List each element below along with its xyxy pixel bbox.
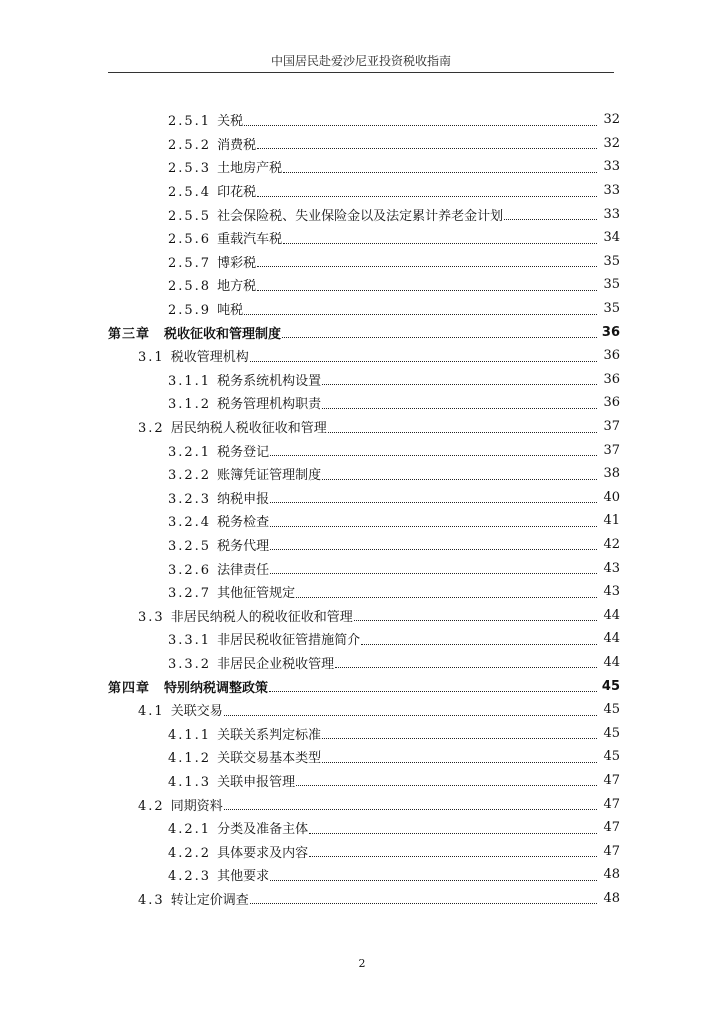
toc-entry-title: 社会保险税、失业保险金以及法定累计养老金计划	[217, 208, 504, 224]
toc-entry-page: 35	[603, 253, 620, 269]
toc-entry-label	[138, 606, 353, 625]
toc-entry-page: 45	[603, 725, 620, 741]
toc-entry-page: 41	[603, 513, 620, 529]
toc-entry-number: 2.5.2	[168, 137, 212, 153]
toc-entry-label	[168, 653, 334, 672]
toc-entry-title: 税务管理机构职责	[217, 397, 322, 413]
toc-entry-page: 36	[603, 395, 620, 411]
toc-entry-label	[108, 677, 268, 696]
toc-dot-leader	[257, 265, 597, 267]
toc-entry-title: 账簿凭证管理制度	[217, 468, 322, 484]
toc-dot-leader	[250, 360, 597, 362]
toc-dot-leader	[250, 902, 597, 904]
toc-entry-label	[168, 181, 256, 200]
toc-entry-page: 47	[603, 820, 620, 836]
toc-dot-leader	[328, 431, 597, 433]
toc-entry-number: 3.1	[138, 350, 165, 366]
toc-entry-page: 44	[603, 654, 620, 670]
toc-dot-leader	[322, 737, 597, 739]
toc-entry-number: 3.1.2	[168, 397, 212, 413]
toc-entry-title: 居民纳税人税收征收和管理	[170, 421, 327, 437]
toc-entry-title: 税务系统机构设置	[217, 373, 322, 389]
toc-entry[interactable]	[108, 462, 620, 486]
toc-entry-label	[168, 842, 308, 861]
toc-entry-title: 同期资料	[170, 798, 223, 814]
header-rule	[108, 72, 614, 73]
toc-entry[interactable]	[108, 839, 620, 863]
toc-dot-leader	[283, 242, 597, 244]
toc-entry-label	[168, 110, 243, 129]
toc-entry[interactable]	[108, 698, 620, 722]
toc-entry[interactable]	[108, 651, 620, 675]
table-of-contents	[108, 108, 620, 910]
toc-dot-leader	[270, 525, 597, 527]
toc-entry-page: 36	[603, 371, 620, 387]
toc-entry-label	[168, 299, 243, 318]
toc-entry[interactable]	[108, 132, 620, 156]
toc-entry-label	[168, 511, 269, 530]
toc-entry[interactable]	[108, 816, 620, 840]
toc-entry-title: 吨税	[217, 303, 244, 319]
toc-entry-page: 40	[603, 489, 620, 505]
toc-entry-number: 2.5.4	[168, 185, 212, 201]
toc-entry-label	[168, 724, 321, 743]
toc-entry-page: 47	[603, 843, 620, 859]
toc-entry-label	[168, 370, 321, 389]
toc-entry-page: 38	[603, 466, 620, 482]
toc-entry-label	[168, 818, 308, 837]
toc-dot-leader	[257, 289, 597, 291]
toc-entry-title: 分类及准备主体	[217, 822, 309, 838]
toc-entry[interactable]	[108, 108, 620, 132]
toc-entry-title: 关联申报管理	[217, 774, 296, 790]
toc-entry-title: 非居民税收征管措施简介	[217, 633, 361, 649]
toc-entry-page: 48	[603, 890, 620, 906]
toc-entry-number: 2.5.7	[168, 255, 212, 271]
toc-dot-leader	[309, 832, 597, 834]
toc-entry-number: 3.2.6	[168, 562, 212, 578]
toc-dot-leader	[270, 548, 597, 550]
toc-entry-page: 33	[603, 206, 620, 222]
toc-entry[interactable]	[108, 603, 620, 627]
toc-entry-title: 土地房产税	[217, 161, 283, 177]
toc-entry-number: 3.2	[138, 421, 165, 437]
toc-entry-page: 34	[603, 230, 620, 246]
toc-entry-title: 特别纳税调整政策	[164, 680, 269, 696]
toc-entry-title: 税务代理	[217, 538, 270, 554]
toc-entry[interactable]	[108, 580, 620, 604]
toc-entry-label	[168, 393, 321, 412]
toc-entry[interactable]	[108, 627, 620, 651]
toc-entry-label	[138, 417, 327, 436]
toc-entry-label	[138, 346, 249, 365]
toc-entry[interactable]	[108, 320, 620, 344]
toc-entry-title: 法律责任	[217, 562, 270, 578]
toc-entry-label	[168, 535, 269, 554]
toc-entry-number: 3.2.4	[168, 515, 212, 531]
toc-dot-leader	[224, 808, 597, 810]
toc-entry[interactable]	[108, 415, 620, 439]
toc-dot-leader	[282, 336, 597, 338]
toc-dot-leader	[504, 218, 597, 220]
toc-dot-leader	[283, 171, 597, 173]
toc-entry[interactable]	[108, 155, 620, 179]
toc-entry-title: 税务登记	[217, 444, 270, 460]
toc-entry-label	[168, 488, 269, 507]
toc-entry-title: 关联交易	[170, 704, 223, 720]
toc-entry[interactable]	[108, 297, 620, 321]
toc-dot-leader	[244, 313, 597, 315]
toc-entry-title: 纳税申报	[217, 491, 270, 507]
toc-entry-number: 4.2	[138, 798, 165, 814]
toc-entry-label	[168, 629, 360, 648]
toc-entry-title: 具体要求及内容	[217, 845, 309, 861]
toc-entry[interactable]	[108, 556, 620, 580]
toc-entry-label	[168, 205, 503, 224]
toc-entry-title: 地方税	[217, 279, 257, 295]
toc-entry-page: 44	[603, 607, 620, 623]
toc-entry-number: 4.2.2	[168, 845, 212, 861]
toc-entry-page: 43	[603, 584, 620, 600]
toc-entry-number: 2.5.8	[168, 279, 212, 295]
toc-dot-leader	[354, 619, 597, 621]
toc-entry-label	[168, 865, 269, 884]
toc-entry[interactable]	[108, 344, 620, 368]
toc-dot-leader	[270, 879, 597, 881]
toc-entry-number: 3.2.1	[168, 444, 212, 460]
toc-entry-number: 3.1.1	[168, 373, 212, 389]
toc-entry[interactable]	[108, 368, 620, 392]
toc-entry-title: 税收管理机构	[170, 350, 249, 366]
toc-entry-number: 3.2.3	[168, 491, 212, 507]
toc-entry-label	[168, 559, 269, 578]
toc-entry-title: 非居民纳税人的税收征收和管理	[170, 609, 353, 625]
toc-entry-number: 4.1.2	[168, 751, 212, 767]
toc-entry-page: 44	[603, 631, 620, 647]
toc-entry[interactable]	[108, 202, 620, 226]
toc-entry-label	[168, 252, 256, 271]
toc-dot-leader	[361, 643, 597, 645]
toc-entry-label	[138, 700, 223, 719]
toc-entry-title: 其他征管规定	[217, 586, 296, 602]
toc-entry-page: 33	[603, 183, 620, 199]
toc-entry-title: 消费税	[217, 137, 257, 153]
toc-entry[interactable]	[108, 887, 620, 911]
toc-entry[interactable]	[108, 226, 620, 250]
toc-entry-label	[168, 157, 282, 176]
toc-entry-number: 3.3.1	[168, 633, 212, 649]
toc-dot-leader	[270, 501, 597, 503]
toc-entry-title: 税务检查	[217, 515, 270, 531]
toc-entry-title: 税收征收和管理制度	[164, 326, 282, 342]
toc-entry-number: 2.5.3	[168, 161, 212, 177]
toc-dot-leader	[296, 784, 597, 786]
toc-entry-page: 47	[603, 772, 620, 788]
toc-entry-title: 关税	[217, 114, 244, 130]
running-header: 中国居民赴爱沙尼亚投资税收指南	[270, 54, 451, 68]
toc-dot-leader	[322, 407, 597, 409]
toc-entry-title: 非居民企业税收管理	[217, 656, 335, 672]
toc-entry-title: 关联交易基本类型	[217, 751, 322, 767]
toc-entry-label	[168, 134, 256, 153]
toc-entry-page: 36	[601, 324, 620, 340]
toc-entry-number: 4.1.3	[168, 774, 212, 790]
toc-entry[interactable]	[108, 721, 620, 745]
toc-entry[interactable]	[108, 509, 620, 533]
toc-entry-label	[168, 464, 321, 483]
toc-entry-number: 2.5.1	[168, 114, 212, 130]
toc-dot-leader	[270, 454, 597, 456]
toc-dot-leader	[322, 383, 597, 385]
toc-entry-title: 其他要求	[217, 869, 270, 885]
toc-dot-leader	[270, 572, 597, 574]
toc-entry-number: 2.5.6	[168, 232, 212, 248]
toc-entry[interactable]	[108, 391, 620, 415]
toc-dot-leader	[257, 147, 597, 149]
toc-entry-number: 4.3	[138, 892, 165, 908]
toc-dot-leader	[296, 596, 597, 598]
toc-entry-label	[168, 582, 295, 601]
toc-entry-page: 35	[603, 277, 620, 293]
toc-entry-page: 35	[603, 301, 620, 317]
toc-entry-label	[168, 228, 282, 247]
toc-entry-number: 第四章	[108, 680, 151, 696]
toc-dot-leader	[224, 714, 597, 716]
toc-entry-title: 印花税	[217, 185, 257, 201]
toc-entry-number: 4.2.1	[168, 822, 212, 838]
toc-entry[interactable]	[108, 792, 620, 816]
toc-dot-leader	[335, 666, 597, 668]
toc-entry-label	[108, 323, 281, 342]
toc-entry-number: 3.3.2	[168, 656, 212, 672]
toc-dot-leader	[244, 124, 597, 126]
toc-entry-number: 3.3	[138, 609, 165, 625]
toc-entry-page: 42	[603, 536, 620, 552]
toc-entry-number: 第三章	[108, 326, 151, 342]
toc-entry-page: 33	[603, 159, 620, 175]
toc-entry-label	[168, 747, 321, 766]
toc-entry-number: 2.5.9	[168, 303, 212, 319]
toc-entry-page: 45	[603, 702, 620, 718]
toc-entry-title: 博彩税	[217, 255, 257, 271]
toc-entry-label	[168, 275, 256, 294]
toc-entry-label	[138, 795, 223, 814]
toc-entry-page: 36	[603, 348, 620, 364]
toc-entry-page: 37	[603, 419, 620, 435]
toc-dot-leader	[269, 690, 597, 692]
toc-dot-leader	[322, 478, 597, 480]
toc-entry-page: 48	[603, 867, 620, 883]
toc-entry[interactable]	[108, 250, 620, 274]
toc-entry[interactable]	[108, 745, 620, 769]
toc-entry[interactable]	[108, 674, 620, 698]
toc-entry[interactable]	[108, 486, 620, 510]
toc-entry-number: 3.2.7	[168, 586, 212, 602]
toc-entry-page: 47	[603, 796, 620, 812]
toc-entry-title: 关联关系判定标准	[217, 727, 322, 743]
toc-entry-number: 3.2.2	[168, 468, 212, 484]
toc-entry-title: 转让定价调查	[170, 892, 249, 908]
toc-entry[interactable]	[108, 179, 620, 203]
toc-entry-label	[138, 889, 249, 908]
toc-entry-number: 4.2.3	[168, 869, 212, 885]
toc-entry-number: 4.1	[138, 704, 165, 720]
toc-dot-leader	[322, 761, 597, 763]
toc-entry[interactable]	[108, 769, 620, 793]
toc-entry[interactable]	[108, 863, 620, 887]
toc-entry-number: 3.2.5	[168, 538, 212, 554]
toc-entry-number: 2.5.5	[168, 208, 212, 224]
toc-dot-leader	[257, 195, 597, 197]
toc-entry-title: 重载汽车税	[217, 232, 283, 248]
toc-entry[interactable]	[108, 533, 620, 557]
toc-entry-label	[168, 771, 295, 790]
toc-entry[interactable]	[108, 273, 620, 297]
toc-entry-page: 37	[603, 442, 620, 458]
toc-entry-page: 45	[601, 678, 620, 694]
toc-entry-page: 43	[603, 560, 620, 576]
toc-entry[interactable]	[108, 438, 620, 462]
toc-entry-label	[168, 441, 269, 460]
toc-entry-number: 4.1.1	[168, 727, 212, 743]
page-number: 2	[358, 957, 366, 970]
toc-entry-page: 32	[603, 135, 620, 151]
toc-entry-page: 32	[603, 112, 620, 128]
toc-entry-page: 45	[603, 749, 620, 765]
toc-dot-leader	[309, 855, 597, 857]
